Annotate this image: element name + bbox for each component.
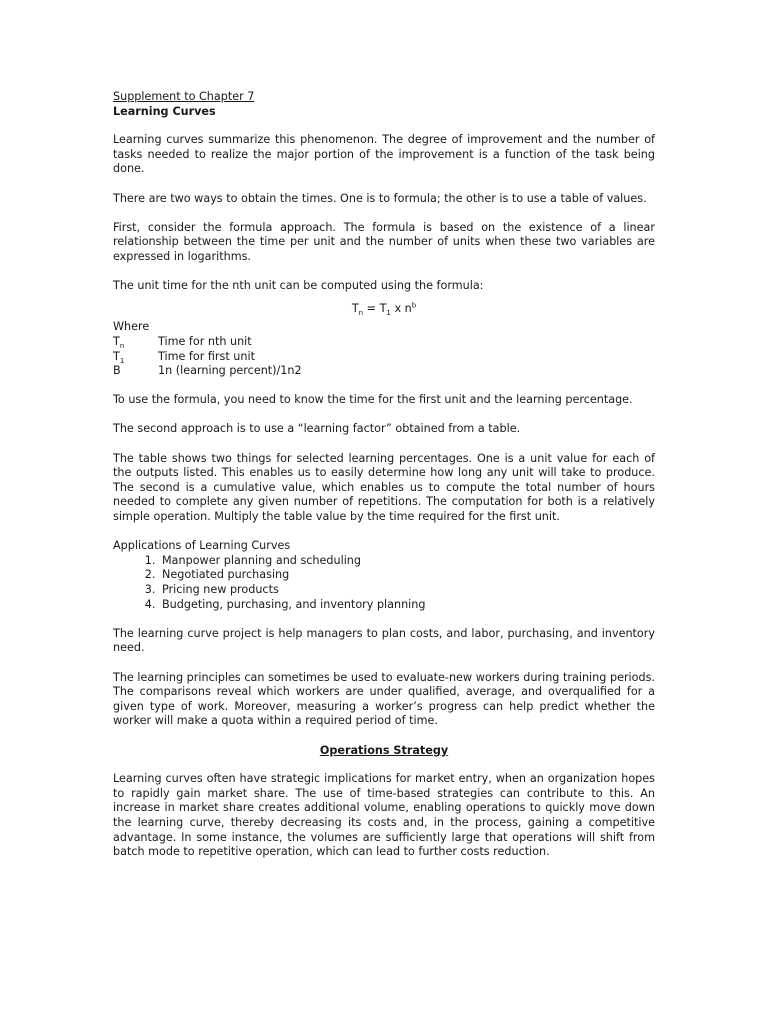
paragraph-table: The table shows two things for selected learning percentages. One is a unit value for each of the outputs listed. This enables us to easily determine how long any unit will take to produce. The second is a cumulative value, which enables us to compute the total number of hours needed to complete any given number of repetitions. The computation for both is a relatively simple operation. Multiply the table value by the time required for the first unit. bbox=[113, 451, 655, 524]
paragraph-unit-time: The unit time for the nth unit can be computed using the formula: bbox=[113, 279, 484, 293]
formula: $T_n = T_1$ x $n^b$ bbox=[351, 300, 417, 317]
list-item: 3. Pricing new products bbox=[159, 583, 655, 598]
paragraph-strategy: Learning curves often have strategic implications for market entry, when an organization hopes to rapidly gain market share. The use of time-based strategies can contribute to this. An increase in market share creates additional volume, enabling operations to quickly move down the learning curve, thereby decreasing its costs and, in the process, gaining a competitive advantage. In some instance, the volumes are sufficiently large that operations will shift from batch mode to repetitive operation, which can lead to further costs reduction. bbox=[113, 772, 655, 859]
paragraph-principles: The learning principles can sometimes be used to evaluate-new workers during training periods. The comparisons reveal which workers are under qualified, average, and overqualified for a given type of work. Moreover, measuring a worker’s progress can help predict whether the worker will make a quota within a required period of time. bbox=[113, 670, 655, 728]
where-symbol: $T_1$ bbox=[113, 349, 125, 365]
where-description: 1n (learning percent)/1n2 bbox=[158, 364, 302, 378]
where-description: Time for nth unit bbox=[158, 334, 252, 348]
where-row bbox=[113, 335, 655, 350]
paragraph-formula-approach: First, consider the formula approach. The formula is based on the existence of a linear relationship between the time per unit and the number of units when these two variables are expressed in logarithms. bbox=[113, 220, 655, 263]
where-description: Time for first unit bbox=[158, 349, 255, 363]
paragraph-two-ways: There are two ways to obtain the times. One is to formula; the other is to use a table of values. bbox=[113, 191, 647, 205]
paragraph-use-formula: To use the formula, you need to know the time for the first unit and the learning percentage. bbox=[113, 393, 633, 407]
where-row bbox=[113, 350, 655, 365]
applications-heading: Applications of Learning Curves bbox=[113, 539, 291, 553]
applications-list bbox=[113, 554, 655, 612]
where-row bbox=[113, 364, 655, 379]
where-symbol: $T_n$ bbox=[113, 334, 125, 351]
paragraph-intro: Learning curves summarize this phenomenon. The degree of improvement and the number of tasks needed to realize the major portion of the improvement is a function of the task being done. bbox=[113, 133, 655, 176]
document-body bbox=[113, 90, 655, 874]
section-heading: Operations Strategy bbox=[319, 743, 449, 757]
supplement-label: Supplement to Chapter 7 bbox=[113, 90, 255, 103]
where-symbol: B bbox=[113, 364, 121, 378]
where-label: Where bbox=[113, 320, 150, 334]
paragraph-second-approach: The second approach is to use a “learning factor” obtained from a table. bbox=[113, 422, 521, 436]
list-item: 4. Budgeting, purchasing, and inventory planning bbox=[159, 598, 655, 613]
paragraph-project: The learning curve project is help managers to plan costs, and labor, purchasing, and inventory need. bbox=[113, 626, 655, 655]
page-title: Learning Curves bbox=[113, 104, 216, 118]
list-item: 1. Manpower planning and scheduling bbox=[159, 554, 655, 569]
list-item: 2. Negotiated purchasing bbox=[159, 568, 655, 583]
